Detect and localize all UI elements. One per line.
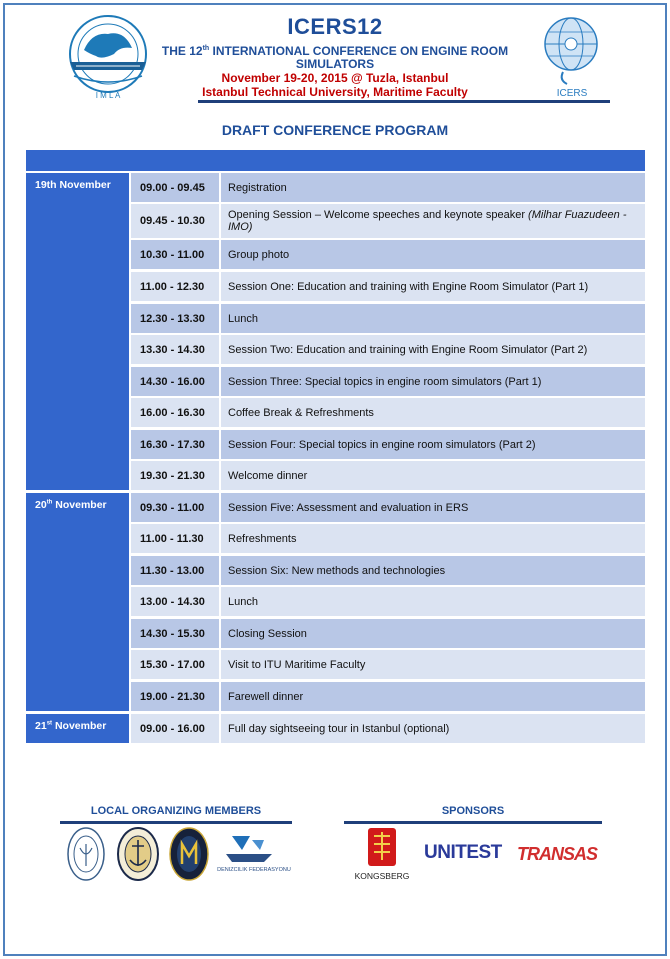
program-title: DRAFT CONFERENCE PROGRAM bbox=[221, 122, 449, 138]
table-row bbox=[131, 714, 645, 743]
table-row bbox=[131, 650, 645, 679]
row-activity: Farewell dinner bbox=[221, 682, 645, 711]
row-time: 16.30 - 17.30 bbox=[131, 430, 219, 459]
table-row bbox=[131, 461, 645, 490]
sponsors-divider bbox=[344, 821, 602, 824]
conference-date: November 19-20, 2015 @ Tuzla, Istanbul bbox=[221, 71, 449, 85]
table-row bbox=[131, 367, 645, 396]
right-logo-text: ICERS bbox=[556, 88, 588, 99]
row-activity: Lunch bbox=[221, 304, 645, 333]
table-row bbox=[131, 556, 645, 585]
table-row bbox=[131, 335, 645, 364]
table-row bbox=[131, 173, 645, 202]
row-time: 09.45 - 10.30 bbox=[131, 204, 219, 238]
table-row bbox=[131, 524, 645, 553]
conference-subtitle: THE 12th INTERNATIONAL CONFERENCE ON ENGINE ROOM SIMULATORS bbox=[161, 44, 509, 71]
row-time: 15.30 - 17.00 bbox=[131, 650, 219, 679]
table-row bbox=[131, 430, 645, 459]
row-activity: Lunch bbox=[221, 587, 645, 616]
row-time: 11.30 - 13.00 bbox=[131, 556, 219, 585]
row-time: 19.00 - 21.30 bbox=[131, 682, 219, 711]
icers-logo-icon bbox=[537, 10, 607, 102]
row-activity: Registration bbox=[221, 173, 645, 202]
sponsor-transas: TRANSAS bbox=[517, 844, 598, 864]
table-row bbox=[131, 619, 645, 648]
sponsor-unitest: UNITEST bbox=[424, 842, 502, 863]
row-time: 13.30 - 14.30 bbox=[131, 335, 219, 364]
row-time: 14.30 - 15.30 bbox=[131, 619, 219, 648]
day-label-21: 21st November bbox=[26, 714, 129, 743]
organizers-divider bbox=[60, 821, 292, 824]
sponsors-heading: SPONSORS bbox=[441, 805, 505, 817]
table-row bbox=[131, 240, 645, 269]
row-time: 14.30 - 16.00 bbox=[131, 367, 219, 396]
organizers-heading: LOCAL ORGANIZING MEMBERS bbox=[90, 805, 262, 817]
table-row bbox=[131, 272, 645, 301]
maritime-faculty-seal-icon bbox=[116, 826, 160, 882]
row-activity: Session Three: Special topics in engine room simulators (Part 1) bbox=[221, 367, 645, 396]
day-label-20: 20th November bbox=[26, 493, 129, 711]
row-time: 13.00 - 14.30 bbox=[131, 587, 219, 616]
row-activity: Visit to ITU Maritime Faculty bbox=[221, 650, 645, 679]
denizcilik-federasyonu-logo-icon bbox=[217, 830, 291, 878]
row-time: 16.00 - 16.30 bbox=[131, 398, 219, 427]
day-label-19: 19th November bbox=[26, 173, 129, 490]
kongsberg-logo-icon bbox=[352, 826, 412, 884]
university-seal-icon bbox=[66, 826, 106, 882]
navy-seal-icon bbox=[168, 826, 210, 882]
row-time: 09.00 - 09.45 bbox=[131, 173, 219, 202]
row-activity: Session One: Education and training with Engine Room Simulator (Part 1) bbox=[221, 272, 645, 301]
row-activity: Closing Session bbox=[221, 619, 645, 648]
row-activity: Refreshments bbox=[221, 524, 645, 553]
row-activity: Session Four: Special topics in engine room simulators (Part 2) bbox=[221, 430, 645, 459]
header-title-block bbox=[160, 14, 510, 99]
sponsor1-text: KONGSBERG bbox=[354, 871, 410, 881]
imla-logo-icon bbox=[62, 10, 154, 102]
org4-logo-text: DENIZCILIK FEDERASYONU bbox=[217, 867, 291, 873]
row-activity: Full day sightseeing tour in Istanbul (optional) bbox=[221, 714, 645, 743]
row-time: 11.00 - 12.30 bbox=[131, 272, 219, 301]
row-activity: Session Six: New methods and technologies bbox=[221, 556, 645, 585]
row-activity: Session Two: Education and training with Engine Room Simulator (Part 2) bbox=[221, 335, 645, 364]
row-time: 12.30 - 13.30 bbox=[131, 304, 219, 333]
row-activity: Coffee Break & Refreshments bbox=[221, 398, 645, 427]
row-time: 09.30 - 11.00 bbox=[131, 493, 219, 522]
table-row bbox=[131, 398, 645, 427]
table-row bbox=[131, 304, 645, 333]
header-divider bbox=[198, 100, 610, 103]
row-activity: Opening Session – Welcome speeches and keynote speaker (Milhar Fuazudeen - IMO) bbox=[221, 204, 645, 238]
row-activity: Group photo bbox=[221, 240, 645, 269]
row-activity: Welcome dinner bbox=[221, 461, 645, 490]
table-row bbox=[131, 204, 645, 238]
row-time: 11.00 - 11.30 bbox=[131, 524, 219, 553]
table-row bbox=[131, 682, 645, 711]
row-time: 19.30 - 21.30 bbox=[131, 461, 219, 490]
conference-venue: Istanbul Technical University, Maritime Faculty bbox=[202, 85, 468, 99]
conference-title: ICERS12 bbox=[287, 14, 383, 39]
table-header-bar bbox=[26, 150, 645, 171]
row-activity: Session Five: Assessment and evaluation in ERS bbox=[221, 493, 645, 522]
left-logo-text: I M L A bbox=[95, 91, 121, 100]
table-row bbox=[131, 587, 645, 616]
table-row bbox=[131, 493, 645, 522]
row-time: 10.30 - 11.00 bbox=[131, 240, 219, 269]
row-time: 09.00 - 16.00 bbox=[131, 714, 219, 743]
